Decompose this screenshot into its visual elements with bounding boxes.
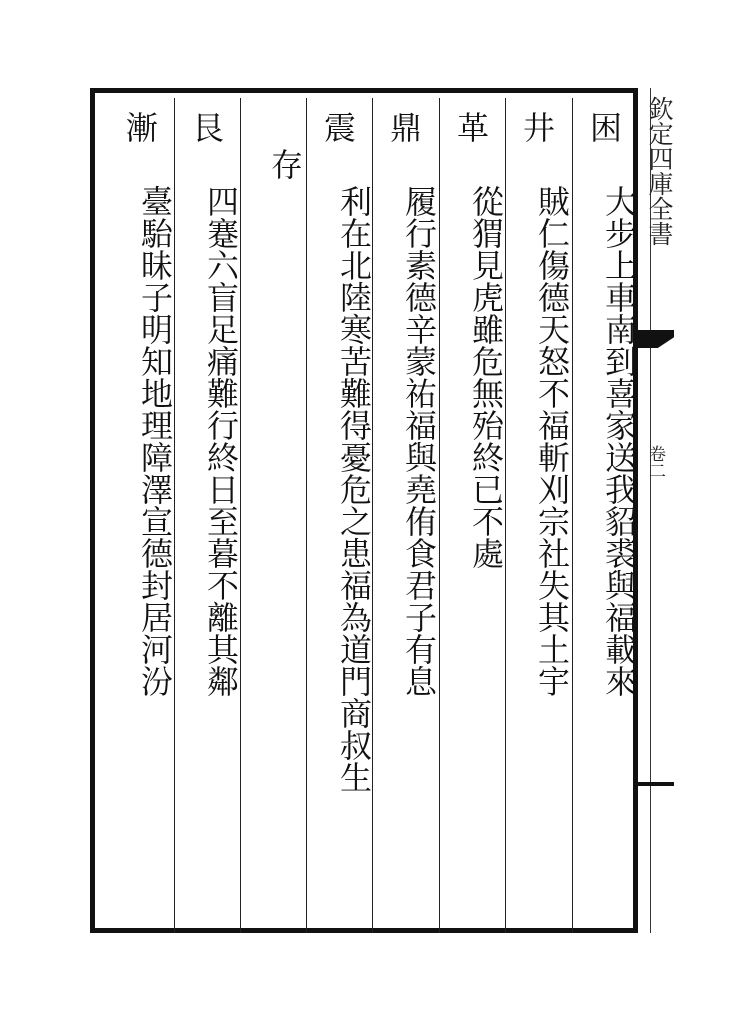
verse-text: 臺駘昧子明知地理障澤宣德封居河汾: [136, 185, 174, 697]
verse-text: 四蹇六盲足痛難行終日至暮不離其鄰: [202, 185, 240, 697]
verse-text: 從猬見虎雖危無殆終已不處: [467, 185, 505, 569]
verse-text: 賊仁傷德天怒不福斬刈宗社失其土宇: [533, 185, 571, 697]
fishtail-bottom-mark: [638, 782, 674, 786]
fishtail-mark: [638, 330, 674, 348]
hexagram-name: 震: [323, 109, 356, 147]
hexagram-name: 艮: [191, 109, 224, 147]
hexagram-name: 漸: [125, 109, 158, 147]
verse-text: 履行素德辛蒙祐福與堯侑食君子有息: [400, 185, 438, 697]
verse-text: 利在北陸寒苦難得憂危之患福為道門商叔生: [335, 185, 373, 793]
verse-continuation: 存: [266, 148, 304, 180]
verse-text: 大步上車南到喜家送我貂裘與福載來: [600, 185, 638, 697]
hexagram-name: 困: [589, 109, 622, 147]
book-title: 欽定四庫全書: [645, 96, 674, 246]
hexagram-name: 井: [522, 109, 555, 147]
hexagram-name: 鼎: [389, 109, 422, 147]
column-rule: [306, 98, 307, 933]
hexagram-name: 革: [456, 109, 489, 147]
volume-label: 卷二: [645, 445, 665, 479]
